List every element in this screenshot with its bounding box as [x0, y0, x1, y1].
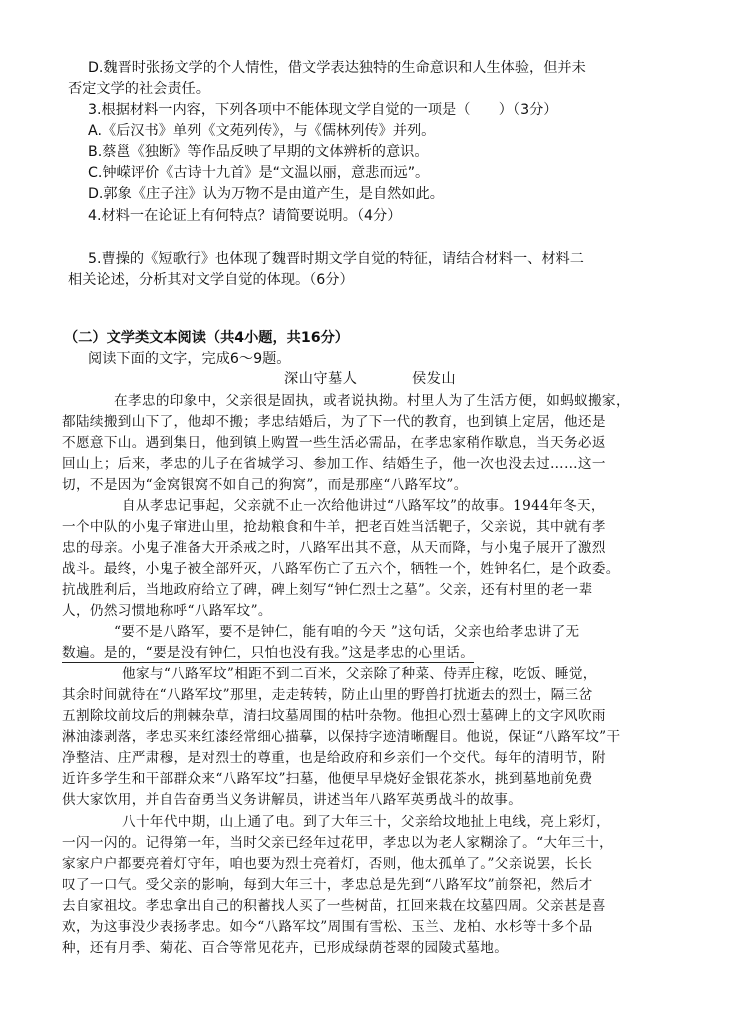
passage-line: 在孝忠的印象中，父亲很是固执，或者说执拗。村里人为了生活方便，如蚂蚁搬家， — [114, 393, 630, 409]
passage-line: 一闪一闪的。记得第一年，当时父亲已经年过花甲，孝忠以为老人家糊涂了。“大年三十， — [62, 835, 614, 851]
reading-instruction: 阅读下面的文字，完成6～9题。 — [88, 351, 291, 367]
section-title: （二）文学类文本阅读（共4小题，共16分） — [64, 330, 349, 346]
question-3-option-d: D.郭象《庄子注》认为万物不是由道产生，是自然如此。 — [88, 186, 444, 202]
passage-line: 一个中队的小鬼子窜进山里，抢劫粮食和牛羊，把老百姓当活靶子，父亲说，其中就有孝 — [62, 519, 606, 535]
passage-line: 淋油漆剥落，孝忠买来红漆经常细心描摹，以保持字迹清晰醒目。他说，保证“八路军坟”干 — [62, 729, 621, 745]
question-3: 3.根据材料一内容，下列各项中不能体现文学自觉的一项是（ ）（3分） — [88, 102, 558, 118]
passage-line: 人，仍然习惯地称呼“八路军坟”。 — [62, 603, 272, 619]
passage-line: 欢，为这事没少表扬孝忠。如今“八路军坟”周围有雪松、玉兰、龙柏、水杉等十多个品 — [62, 919, 593, 935]
passage-line: 都陆续搬到山下了，他却不搬；孝忠结婚后，为了下一代的教育，也到镇上定居，他还是 — [62, 414, 606, 430]
passage-line: 不愿意下山。遇到集日，他到镇上购置一些生活必需品，在孝忠家稍作歇息，当天务必返 — [62, 435, 606, 451]
question-5-line-2: 相关论述，分析其对文学自觉的体现。（6分） — [68, 272, 354, 288]
passage-line: 家家户户都要亮着灯守年，咱也要为烈士亮着灯，否则，他太孤单了。”父亲说罢，长长 — [62, 856, 593, 872]
question-5-line-1: 5.曹操的《短歌行》也体现了魏晋时期文学自觉的特征，请结合材料一、材料二 — [88, 251, 584, 267]
passage-line: 切，不是因为“金窝银窝不如自己的狗窝”，而是那座“八路军坟”。 — [62, 477, 468, 493]
passage-line: 叹了一口气。受父亲的影响，每到大年三十，孝忠总是先到“八路军坟”前祭祀，然后才 — [62, 877, 593, 893]
question-4: 4.材料一在论证上有何特点？请简要说明。（4分） — [88, 208, 402, 224]
passage-line: 其余时间就待在“八路军坟”那里，走走转转，防止山里的野兽打扰逝去的烈士，隔三岔 — [62, 687, 593, 703]
passage-line: 自从孝忠记事起，父亲就不止一次给他讲过“八路军坟”的故事。1944年冬天， — [122, 498, 605, 514]
question-3-option-c: C.钟嵘评价《古诗十九首》是“文温以丽，意悲而远”。 — [88, 165, 430, 181]
passage-line: 去自家祖坟。孝忠拿出自己的积蓄找人买了一些树苗，扛回来栽在坟墓四周。父亲甚是喜 — [62, 898, 606, 914]
passage-line-underlined — [62, 643, 474, 663]
story-author: 侯发山 — [412, 371, 457, 387]
option-d-line-2: 否定文学的社会责任。 — [68, 81, 210, 97]
passage-line: 近许多学生和干部群众来“八路军坟”扫墓，他便早早烧好金银花茶水，挑到墓地前免费 — [62, 771, 593, 787]
story-title: 深山守墓人 — [284, 371, 358, 387]
passage-line: 忠的母亲。小鬼子准备大开杀戒之时，八路军出其不意，从天而降，与小鬼子展开了激烈 — [62, 540, 606, 556]
passage-line: 抗战胜利后，当地政府给立了碑，碑上刻写“钟仁烈士之墓”。父亲，还有村里的老一辈 — [62, 582, 593, 598]
passage-line: 五割除坟前坟后的荆棘杂草，清扫坟墓周围的枯叶杂物。他担心烈士墓碑上的文字风吹雨 — [62, 708, 606, 724]
passage-line: 他家与“八路军坟”相距不到二百米，父亲除了种菜、侍弄庄稼，吃饭、睡觉， — [122, 666, 597, 682]
question-3-option-a: A.《后汉书》单列《文苑列传》，与《儒林列传》并列。 — [88, 123, 436, 139]
passage-line: 净整洁、庄严肃穆，是对烈士的尊重，也是给政府和乡亲们一个交代。每年的清明节，附 — [62, 750, 606, 766]
question-3-option-b: B.蔡邕《独断》等作品反映了早期的文体辨析的意识。 — [88, 144, 429, 160]
passage-line: 种，还有月季、菊花、百合等常见花卉，已形成绿荫苍翠的园陵式墓地。 — [62, 940, 509, 956]
passage-line: “要不是八路军，要不是钟仁，能有咱的今天 ”这句话，父亲也给孝忠讲了无 — [114, 624, 580, 640]
passage-line: 供大家饮用，并自告奋勇当义务讲解员，讲述当年八路军英勇战斗的故事。 — [62, 792, 523, 808]
option-d-line-1: D.魏晋时张扬文学的个人情性，借文学表达独特的生命意识和人生体验，但并未 — [88, 60, 586, 76]
passage-line: 回山上；后来，孝忠的儿子在省城学习、参加工作、结婚生子，他一次也没去过……这一 — [62, 456, 606, 472]
underlined-sentence: 数遍。是的，“要是没有钟仁，只怕也没有我。”这是孝忠的心里话。 — [62, 645, 475, 661]
passage-line: 八十年代中期，山上通了电。到了大年三十，父亲给坟地扯上电线，亮上彩灯， — [122, 814, 611, 830]
passage-line: 战斗。最终，小鬼子被全部歼灭，八路军伤亡了五六个，牺牲一个，姓钟名仁，是个政委。 — [62, 561, 620, 577]
